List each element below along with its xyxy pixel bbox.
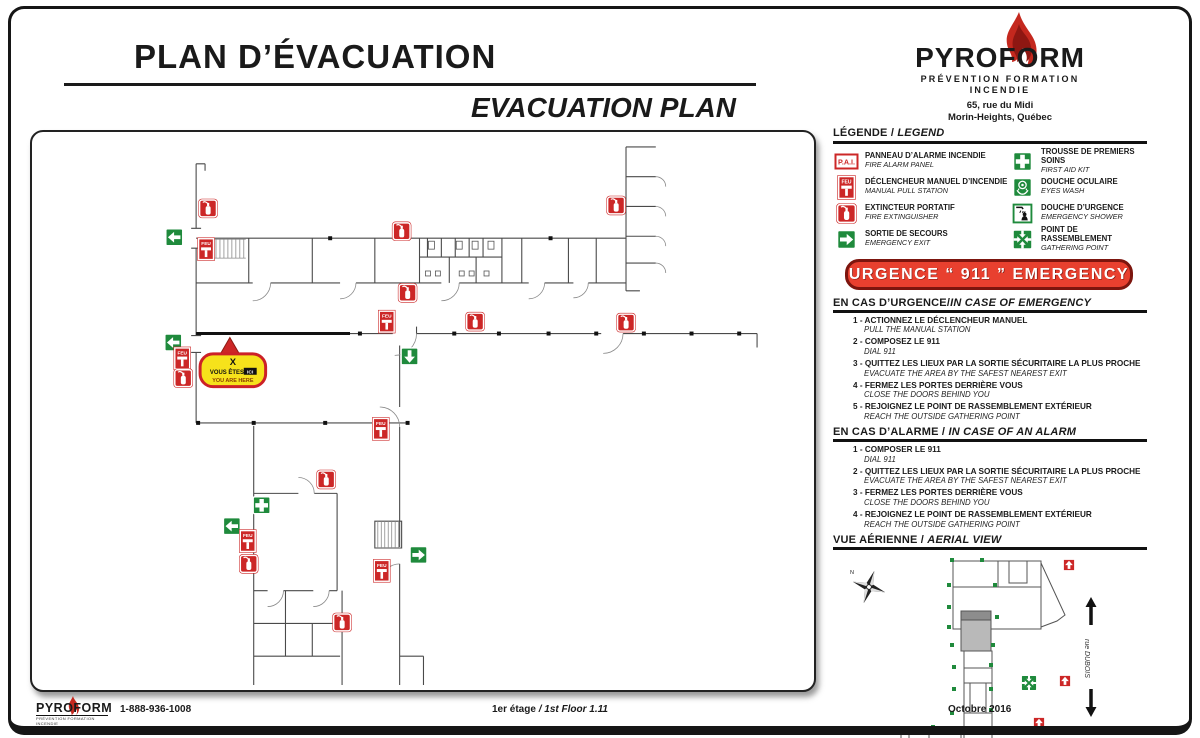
company-logo: [898, 10, 1102, 124]
instruction-step: [853, 316, 1147, 335]
page-subtitle: EVACUATION PLAN: [471, 92, 736, 123]
footer-logo: [36, 701, 113, 726]
step-fr: 5 - REJOIGNEZ LE POINT DE RASSEMBLEMENT EXTÉRIEUR: [853, 402, 1092, 412]
aerial-divider: [833, 547, 1147, 550]
gather-icon: [1009, 229, 1036, 250]
first-aid-icon: [253, 497, 270, 514]
section-divider: [833, 310, 1147, 313]
step-fr: 3 - QUITTEZ LES LIEUX PAR LA SORTIE SÉCURITAIRE LA PLUS PROCHE: [853, 358, 1141, 368]
step-en: EVACUATE THE AREA BY THE SAFEST NEAREST EXIT: [864, 476, 1067, 486]
page-title: PLAN D’ÉVACUATION: [134, 38, 497, 75]
legend-label-fr: DOUCHE OCULAIRE: [1041, 177, 1118, 187]
legend-item: [1009, 177, 1147, 198]
floor-label-fr: 1er étage: [492, 704, 536, 715]
pull-station-icon: [374, 560, 390, 582]
footer-brand-name: PYROFORM: [36, 701, 113, 715]
exit-down-icon: [401, 348, 418, 365]
legend-label-fr: PANNEAU D’ALARME INCENDIE: [865, 151, 986, 161]
you-are-here-x: X: [229, 355, 237, 367]
floor-plan-svg: [32, 132, 809, 685]
info-panel: [833, 127, 1147, 738]
legend-item: [833, 229, 1009, 250]
exit-icon: [833, 229, 860, 250]
step-fr: 2 - COMPOSEZ LE 911: [853, 337, 940, 347]
extinguisher-icon: [174, 369, 192, 387]
extinguisher-icon: [398, 284, 416, 302]
step-fr: 3 - FERMEZ LES PORTES DERRIÈRE VOUS: [853, 488, 1023, 498]
step-en: CLOSE THE DOORS BEHIND YOU: [864, 390, 990, 400]
exit-right-icon: [410, 547, 427, 564]
legend-label-fr: POINT DE RASSEMBLEMENT: [1041, 224, 1113, 243]
legend-title-fr: LÉGENDE /: [833, 127, 895, 139]
pull-station-icon: [240, 530, 256, 552]
you-are-here-callout: [200, 338, 266, 387]
legend-grid: [833, 148, 1147, 252]
pai-icon: [833, 153, 860, 170]
compass-n-label: N: [850, 569, 854, 576]
gathering-icon: [1021, 675, 1036, 690]
legend-label-en: FIRE EXTINGUISHER: [865, 212, 939, 222]
emergency-911-banner: URGENCE “ 911 ” EMERGENCY: [845, 259, 1133, 290]
red-arrow-icon: [1059, 675, 1070, 686]
floor-plan-box: [30, 130, 816, 692]
footer-phone: 1-888-936-1008: [120, 704, 192, 715]
footer-brand-block: [36, 701, 191, 726]
legend-title: [833, 127, 1147, 139]
legend-label-en: EMERGENCY SHOWER: [1041, 212, 1123, 222]
firstaid-icon: [1009, 151, 1036, 172]
legend-label-en: EYES WASH: [1041, 186, 1085, 196]
step-en: DIAL 911: [864, 454, 896, 464]
step-fr: 1 - COMPOSER LE 911: [853, 444, 941, 454]
legend-label-en: FIRE ALARM PANEL: [865, 160, 934, 170]
you-are-here-fr: VOUS ÊTES: [209, 369, 244, 376]
legend-label-fr: TROUSSE DE PREMIERS SOINS: [1041, 146, 1135, 165]
extinguisher-icon: [466, 312, 484, 330]
footer-brand-subtitle: PRÉVENTION FORMATION INCENDIE: [36, 715, 108, 726]
instruction-step: [853, 359, 1147, 378]
extinguisher-icon: [199, 199, 217, 217]
title-divider: [64, 83, 756, 86]
pull-station-icon: [373, 418, 389, 440]
legend-label-fr: DÉCLENCHEUR MANUEL D’INCENDIE: [865, 177, 1008, 187]
step-en: PULL THE MANUAL STATION: [864, 325, 971, 335]
pull-icon: [833, 175, 860, 200]
you-are-here-fr-chip: ICI: [247, 370, 254, 376]
instruction-sections: [833, 297, 1147, 529]
red-arrow-icon: [1033, 717, 1044, 728]
legend-item: [833, 203, 1009, 224]
step-en: EVACUATE THE AREA BY THE SAFEST NEAREST EXIT: [864, 368, 1067, 378]
eyewash-icon: [1009, 177, 1036, 198]
instruction-step: [853, 445, 1147, 464]
legend-divider: [833, 141, 1147, 144]
street-name-label: rue DUBOIS: [1083, 638, 1090, 678]
you-are-here-en: YOU ARE HERE: [212, 378, 254, 385]
instruction-step: [853, 402, 1147, 421]
step-en: CLOSE THE DOORS BEHIND YOU: [864, 498, 990, 508]
step-en: REACH THE OUTSIDE GATHERING POINT: [864, 519, 1020, 529]
brand-name: PYROFORM: [915, 42, 1085, 73]
brand-address: [898, 100, 1102, 125]
shower-icon: [1009, 203, 1036, 224]
legend-item: [1009, 226, 1147, 252]
extinguisher-icon: [333, 613, 351, 631]
legend-item: [1009, 203, 1147, 224]
pull-station-icon: [174, 347, 190, 369]
red-arrow-icon: [1063, 559, 1074, 570]
instruction-step: [853, 467, 1147, 486]
exit-left-icon: [166, 229, 183, 246]
extinguisher-icon: [617, 313, 635, 331]
instruction-step: [853, 381, 1147, 400]
instruction-step: [853, 337, 1147, 356]
legend-label-fr: SORTIE DE SECOURS: [865, 229, 948, 239]
section-title: EN CAS D’URGENCE/IN CASE OF EMERGENCY: [833, 297, 1091, 309]
instruction-step: [853, 510, 1147, 529]
instruction-step: [853, 488, 1147, 507]
step-fr: 1 - ACTIONNEZ LE DÉCLENCHEUR MANUEL: [853, 315, 1028, 325]
legend-item: [833, 175, 1009, 200]
extinguisher-icon: [392, 222, 410, 240]
address-line-2: Morin-Heights, Québec: [948, 111, 1052, 123]
extinguisher-icon: [317, 470, 335, 488]
step-fr: 4 - REJOIGNEZ LE POINT DE RASSEMBLEMENT EXTÉRIEUR: [853, 510, 1092, 519]
footer-floor-label: [370, 704, 730, 715]
pull-station-icon: [379, 310, 395, 332]
address-line-1: 65, rue du Midi: [966, 99, 1034, 111]
extinguisher-icon: [607, 196, 625, 214]
extinguisher-icon: [240, 555, 258, 573]
exit-left-icon: [223, 518, 240, 535]
pull-station-icon: [198, 238, 214, 260]
aerial-title-en: AERIAL VIEW: [927, 534, 1002, 547]
legend-title-en: LEGEND: [897, 127, 945, 139]
legend-item: [833, 152, 1009, 169]
ext-icon: [833, 203, 860, 224]
aerial-title: [833, 534, 1147, 546]
legend-label-en: MANUAL PULL STATION: [865, 186, 948, 196]
instruction-section: [833, 426, 1147, 529]
footer-date: Octobre 2016: [948, 704, 1012, 715]
brand-subtitle-2: INCENDIE: [969, 84, 1031, 95]
step-en: REACH THE OUTSIDE GATHERING POINT: [864, 412, 1020, 422]
compass-icon: [848, 565, 891, 608]
step-fr: 2 - QUITTEZ LES LIEUX PAR LA SORTIE SÉCURITAIRE LA PLUS PROCHE: [853, 466, 1141, 476]
washroom-fixtures: [425, 241, 494, 276]
section-divider: [833, 439, 1147, 442]
section-title: EN CAS D’ALARME / IN CASE OF AN ALARM: [833, 426, 1077, 439]
instruction-section: [833, 297, 1147, 421]
legend-label-en: EMERGENCY EXIT: [865, 238, 931, 248]
legend-label-fr: EXTINCTEUR PORTATIF: [865, 203, 955, 213]
legend-item: [1009, 148, 1147, 174]
brand-subtitle-1: PRÉVENTION FORMATION: [920, 74, 1080, 84]
floor-label-en: / 1st Floor 1.11: [538, 704, 608, 715]
legend-label-fr: DOUCHE D’URGENCE: [1041, 203, 1124, 213]
street-direction: [1083, 597, 1097, 717]
aerial-title-fr: VUE AÉRIENNE /: [833, 534, 925, 547]
legend-label-en: GATHERING POINT: [1041, 242, 1109, 252]
legend-label-en: FIRST AID KIT: [1041, 164, 1090, 174]
step-fr: 4 - FERMEZ LES PORTES DERRIÈRE VOUS: [853, 380, 1023, 390]
step-en: DIAL 911: [864, 347, 896, 357]
